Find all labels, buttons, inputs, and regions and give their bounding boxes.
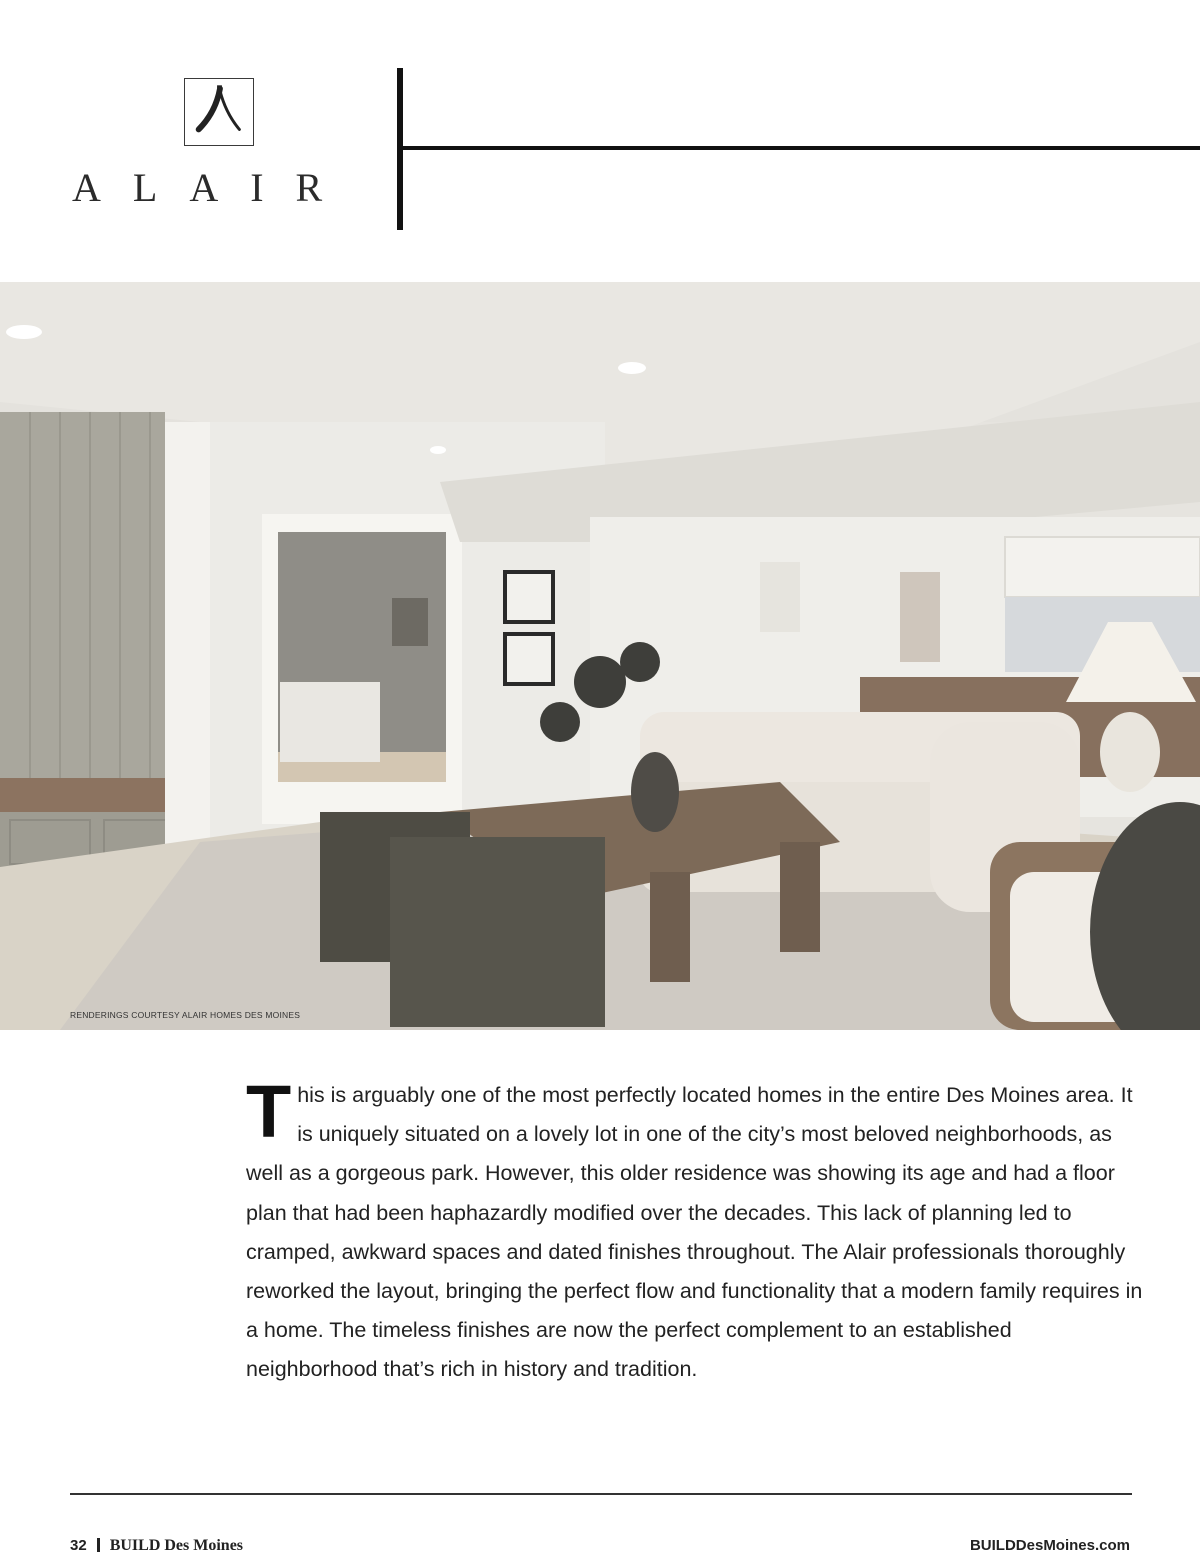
photo-credit: RENDERINGS COURTESY ALAIR HOMES DES MOINES [70,1010,301,1020]
footer-left [70,1537,243,1553]
logo-mark [184,78,254,146]
footer-divider [97,1538,100,1552]
page-number: 32 [70,1537,87,1553]
alair-chevron-icon [185,79,253,145]
article-body [246,1070,1146,1390]
hero-rendering [0,282,1200,1030]
website-url: BUILDDesMoines.com [969,1537,1130,1553]
header-horizontal-rule [403,146,1200,150]
footer-rule [70,1493,1132,1495]
magazine-name: BUILD Des Moines [109,1537,244,1553]
logo-wordmark: ALAIR [72,165,355,210]
article-text: his is arguably one of the most perfectly located homes in the entire Des Moines area. It is uniquely situated on a lovely lot in one of the city’s most beloved neighborhoods, as well as a gorgeous park. However, this older residence was showing its age and had a floor plan that had been haphazardly modified over the decades. This lack of planning led to cramped, awkward spaces and dated finishes throughout. The Alair professionals thoroughly reworked the layout, bringing the perfect flow and functionality that a modern family requires in a home. The timeless finishes are now the perfect complement to an established neighborhood that’s rich in history and tradition. [246,1083,1143,1382]
drop-cap: T [246,1070,292,1153]
